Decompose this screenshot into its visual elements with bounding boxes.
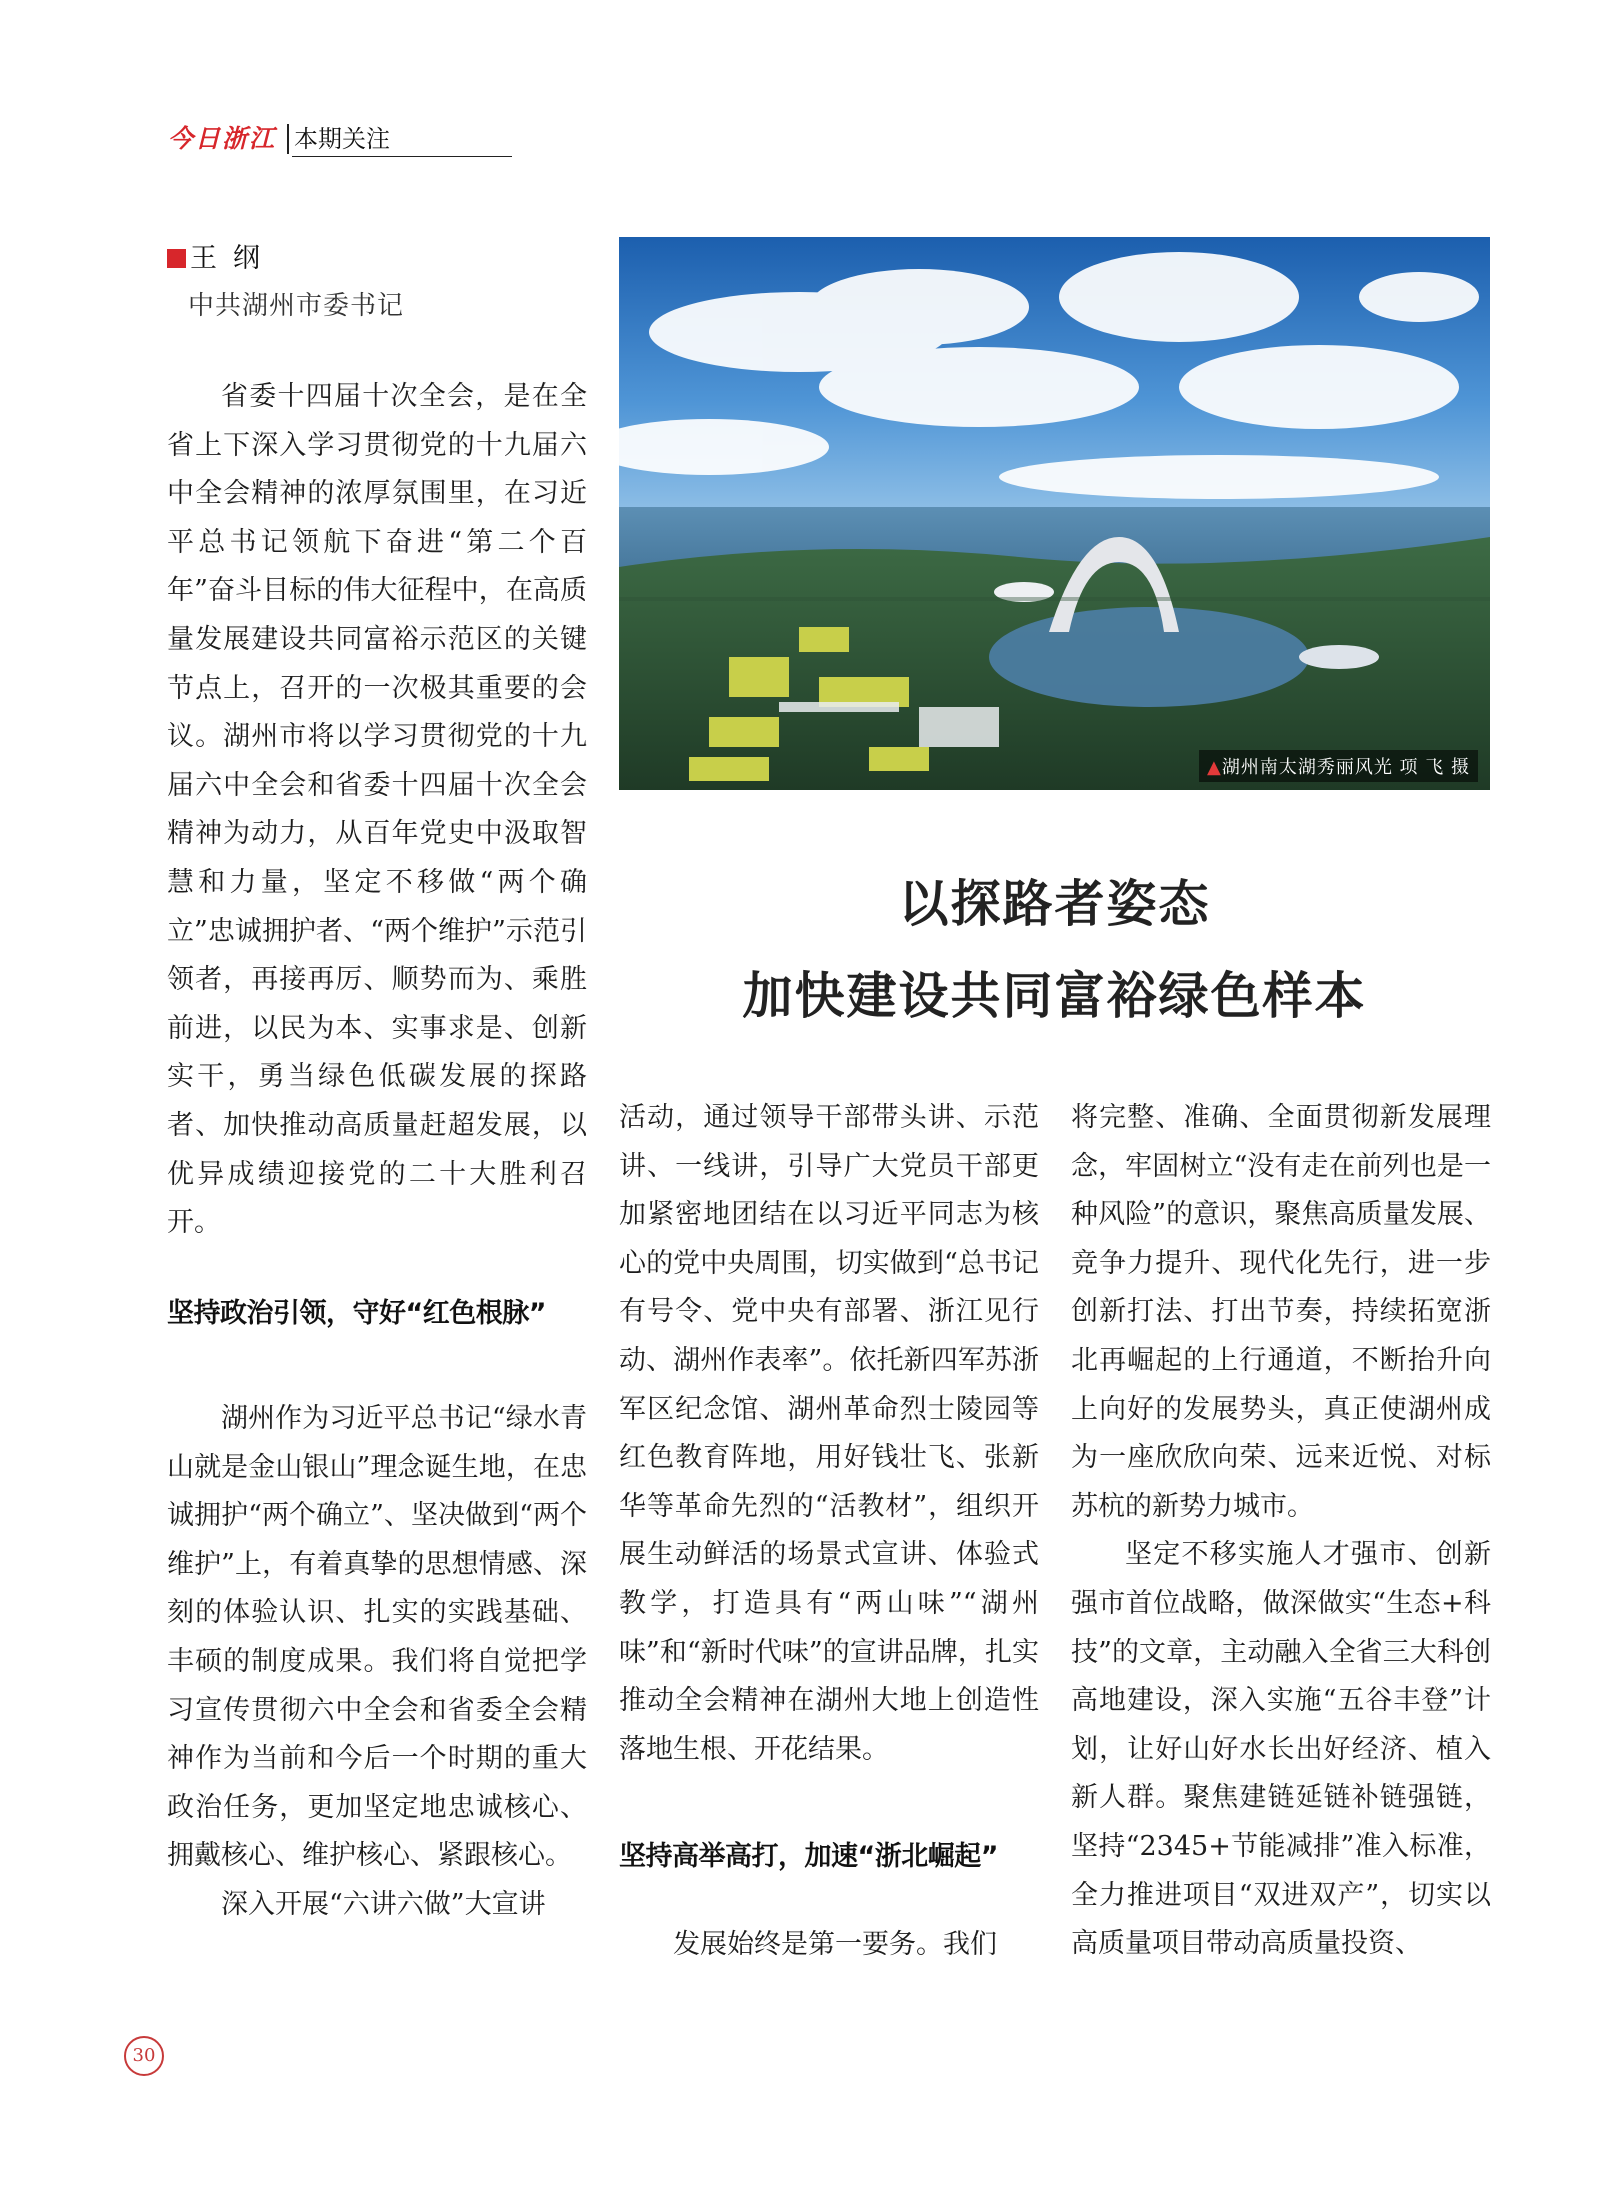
section-label: 本期关注: [294, 125, 390, 153]
author-marker-square: [167, 249, 186, 268]
article-headline: [619, 858, 1490, 1042]
author-name: 王纲: [190, 243, 276, 274]
headline-line-1: 以探路者姿态: [898, 874, 1211, 933]
masthead: [168, 122, 512, 156]
caption-triangle-icon: ▲: [1206, 757, 1222, 778]
column-1-body: [167, 1395, 587, 1930]
column-2: [619, 1094, 1039, 1774]
magazine-logo: 今日浙江: [168, 124, 277, 153]
column-1-subhead: [167, 1290, 587, 1339]
column-2-subhead: [619, 1833, 1039, 1882]
author-block: [167, 236, 587, 322]
paragraph: 深入开展“六讲六做”大宣讲: [221, 1888, 546, 1920]
lake-photo: [619, 237, 1490, 790]
paragraph: 湖州作为习近平总书记“绿水青山就是金山银山”理念诞生地，在忠诚拥护“两个确立”、坚决做到“两个维护”上，有着真挚的思想情感、深刻的体验认识、扎实的实践基础、丰硕的制度成果。我们将自觉把学习宣传贯彻六中全会和省委全会精神作为当前和今后一个时期的重大政治任务，更加坚定地忠诚核心、拥戴核心、维护核心、紧跟核心。: [167, 1403, 587, 1872]
photo-caption: ▲湖州南太湖秀丽风光 项 飞 摄: [1199, 750, 1478, 782]
author-title: 中共湖州市委书记: [188, 291, 405, 321]
column-3: [1071, 1094, 1491, 1969]
paragraph: 坚定不移实施人才强市、创新强市首位战略，做深做实“生态+科技”的文章，主动融入全省三大科创高地建设，深入实施“五谷丰登”计划，让好山好水长出好经济、植入新人群。聚焦建链延链补链强链，坚持“2345+节能减排”准入标准，全力推进项目“双进双产”，切实以高质量项目带动高质量投资、: [1071, 1539, 1491, 1960]
paragraph: 活动，通过领导干部带头讲、示范讲、一线讲，引导广大党员干部更加紧密地团结在以习近平同志为核心的党中央周围，切实做到“总书记有号令、党中央有部署、浙江见行动、湖州作表率”。依托新四军苏浙军区纪念馆、湖州革命烈士陵园等红色教育阵地，用好钱壮飞、张新华等革命先烈的“活教材”，组织开展生动鲜活的场景式宣讲、体验式教学，打造具有“两山味”“湖州味”和“新时代味”的宣讲品牌，扎实推动全会精神在湖州大地上创造性落地生根、开花结果。: [619, 1102, 1039, 1765]
subheading-red-roots: 坚持政治引领，守好“红色根脉”: [167, 1298, 546, 1329]
paragraph: 发展始终是第一要务。我们: [673, 1929, 997, 1960]
headline-line-2: 加快建设共同富裕绿色样本: [742, 966, 1367, 1025]
intro-paragraph: 省委十四届十次全会，是在全省上下深入学习贯彻党的十九届六中全会精神的浓厚氛围里，在习近平总书记领航下奋进“第二个百年”奋斗目标的伟大征程中，在高质量发展建设共同富裕示范区的关键节点上，召开的一次极其重要的会议。湖州市将以学习贯彻党的十九届六中全会和省委十四届十次全会精神为动力，从百年党史中汲取智慧和力量，坚定不移做“两个确立”忠诚拥护者、“两个维护”示范引领者，再接再厉、顺势而为、乘胜前进，以民为本、实事求是、创新实干，勇当绿色低碳发展的探路者、加快推动高质量赶超发展，以优异成绩迎接党的二十大胜利召开。: [167, 381, 587, 1239]
page-number: 30: [124, 2036, 164, 2076]
subheading-north-zhejiang: 坚持高举高打，加速“浙北崛起”: [619, 1841, 998, 1872]
masthead-rule: [292, 156, 512, 157]
column-2-body: [619, 1921, 1039, 1970]
masthead-divider: [287, 124, 289, 154]
south-taihu-landscape-image: [619, 237, 1490, 790]
paragraph: 将完整、准确、全面贯彻新发展理念，牢固树立“没有走在前列也是一种风险”的意识，聚焦高质量发展、竞争力提升、现代化先行，进一步创新打法、打出节奏，持续拓宽浙北再崛起的上行通道，不断抬升向上向好的发展势头，真正使湖州成为一座欣欣向荣、远来近悦、对标苏杭的新势力城市。: [1071, 1102, 1491, 1522]
column-1: [167, 373, 587, 1248]
